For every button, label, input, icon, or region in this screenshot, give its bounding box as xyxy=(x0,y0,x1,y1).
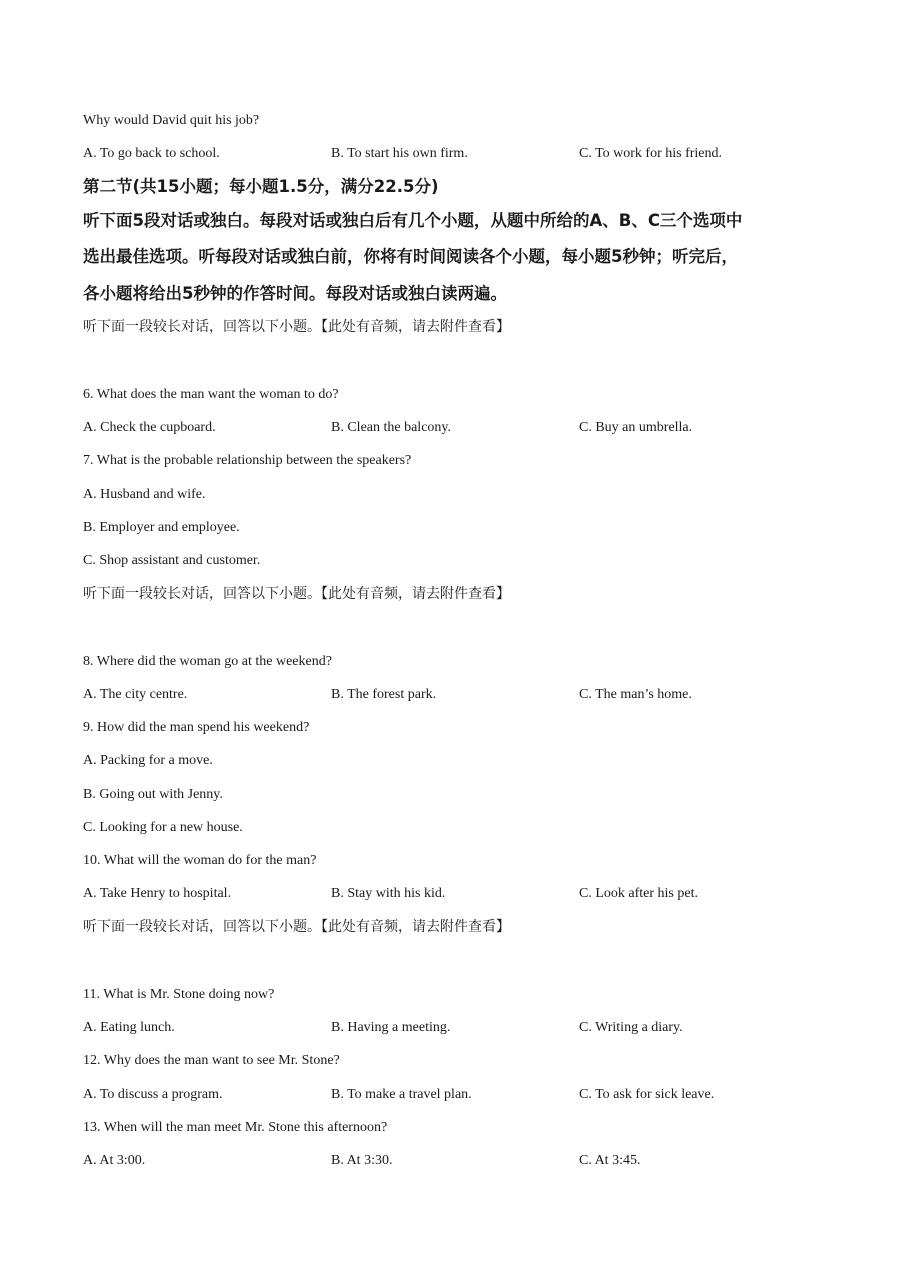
option-a: A. To go back to school. xyxy=(83,146,220,161)
question-7: 7. What is the probable relationship between the speakers? xyxy=(83,453,412,468)
section-instruction-line-2: 选出最佳选项。听每段对话或独白前，你将有时间阅读各个小题，每小题5秒钟；听完后， xyxy=(83,247,738,266)
option-a: A. Take Henry to hospital. xyxy=(83,886,232,901)
question-10-options xyxy=(83,885,843,903)
option-c: C. Writing a diary. xyxy=(579,1020,683,1035)
question-11-options xyxy=(83,1019,843,1037)
option-b: B. To make a travel plan. xyxy=(331,1087,472,1102)
option-b: B. Having a meeting. xyxy=(331,1020,451,1035)
question-5: Why would David quit his job? xyxy=(83,113,260,128)
option-a: A. At 3:00. xyxy=(83,1153,146,1168)
question-8: 8. Where did the woman go at the weekend? xyxy=(83,654,332,669)
option-c: C. Look after his pet. xyxy=(579,886,698,901)
question-12-options xyxy=(83,1086,843,1104)
option-a: A. The city centre. xyxy=(83,687,188,702)
audio-note: 听下面一段较长对话，回答以下小题。【此处有音频，请去附件查看】 xyxy=(83,586,510,602)
question-6: 6. What does the man want the woman to do? xyxy=(83,387,339,402)
question-6-options xyxy=(83,419,843,437)
option-a: A. Husband and wife. xyxy=(83,487,206,502)
question-13-options xyxy=(83,1152,843,1170)
option-c: C. Buy an umbrella. xyxy=(579,420,693,435)
audio-note: 听下面一段较长对话，回答以下小题。【此处有音频，请去附件查看】 xyxy=(83,919,510,935)
option-b: B. The forest park. xyxy=(331,687,437,702)
option-c: C. To work for his friend. xyxy=(579,146,723,161)
option-b: B. Going out with Jenny. xyxy=(83,787,223,802)
option-b: B. Employer and employee. xyxy=(83,520,240,535)
option-b: B. Clean the balcony. xyxy=(331,420,452,435)
option-c: C. To ask for sick leave. xyxy=(579,1087,715,1102)
option-b: B. To start his own firm. xyxy=(331,146,468,161)
question-8-options xyxy=(83,686,843,704)
option-c: C. Looking for a new house. xyxy=(83,820,243,835)
question-10: 10. What will the woman do for the man? xyxy=(83,853,317,868)
question-13: 13. When will the man meet Mr. Stone this afternoon? xyxy=(83,1120,388,1135)
section-instruction-line-3: 各小题将给出5秒钟的作答时间。每段对话或独白读两遍。 xyxy=(83,284,507,303)
option-c: C. The man’s home. xyxy=(579,687,692,702)
option-c: C. Shop assistant and customer. xyxy=(83,553,261,568)
section-instruction-line-1: 听下面5段对话或独白。每段对话或独白后有几个小题，从题中所给的A、B、C三个选项中 xyxy=(83,211,743,230)
option-b: B. At 3:30. xyxy=(331,1153,393,1168)
option-b: B. Stay with his kid. xyxy=(331,886,446,901)
option-a: A. Check the cupboard. xyxy=(83,420,216,435)
audio-note: 听下面一段较长对话，回答以下小题。【此处有音频，请去附件查看】 xyxy=(83,319,510,335)
question-5-options xyxy=(83,145,843,163)
question-9: 9. How did the man spend his weekend? xyxy=(83,720,310,735)
option-a: A. To discuss a program. xyxy=(83,1087,223,1102)
option-c: C. At 3:45. xyxy=(579,1153,641,1168)
option-a: A. Eating lunch. xyxy=(83,1020,175,1035)
question-11: 11. What is Mr. Stone doing now? xyxy=(83,987,275,1002)
question-12: 12. Why does the man want to see Mr. Stone? xyxy=(83,1053,340,1068)
option-a: A. Packing for a move. xyxy=(83,753,213,768)
section-heading: 第二节(共15小题；每小题1.5分，满分22.5分) xyxy=(83,177,439,196)
